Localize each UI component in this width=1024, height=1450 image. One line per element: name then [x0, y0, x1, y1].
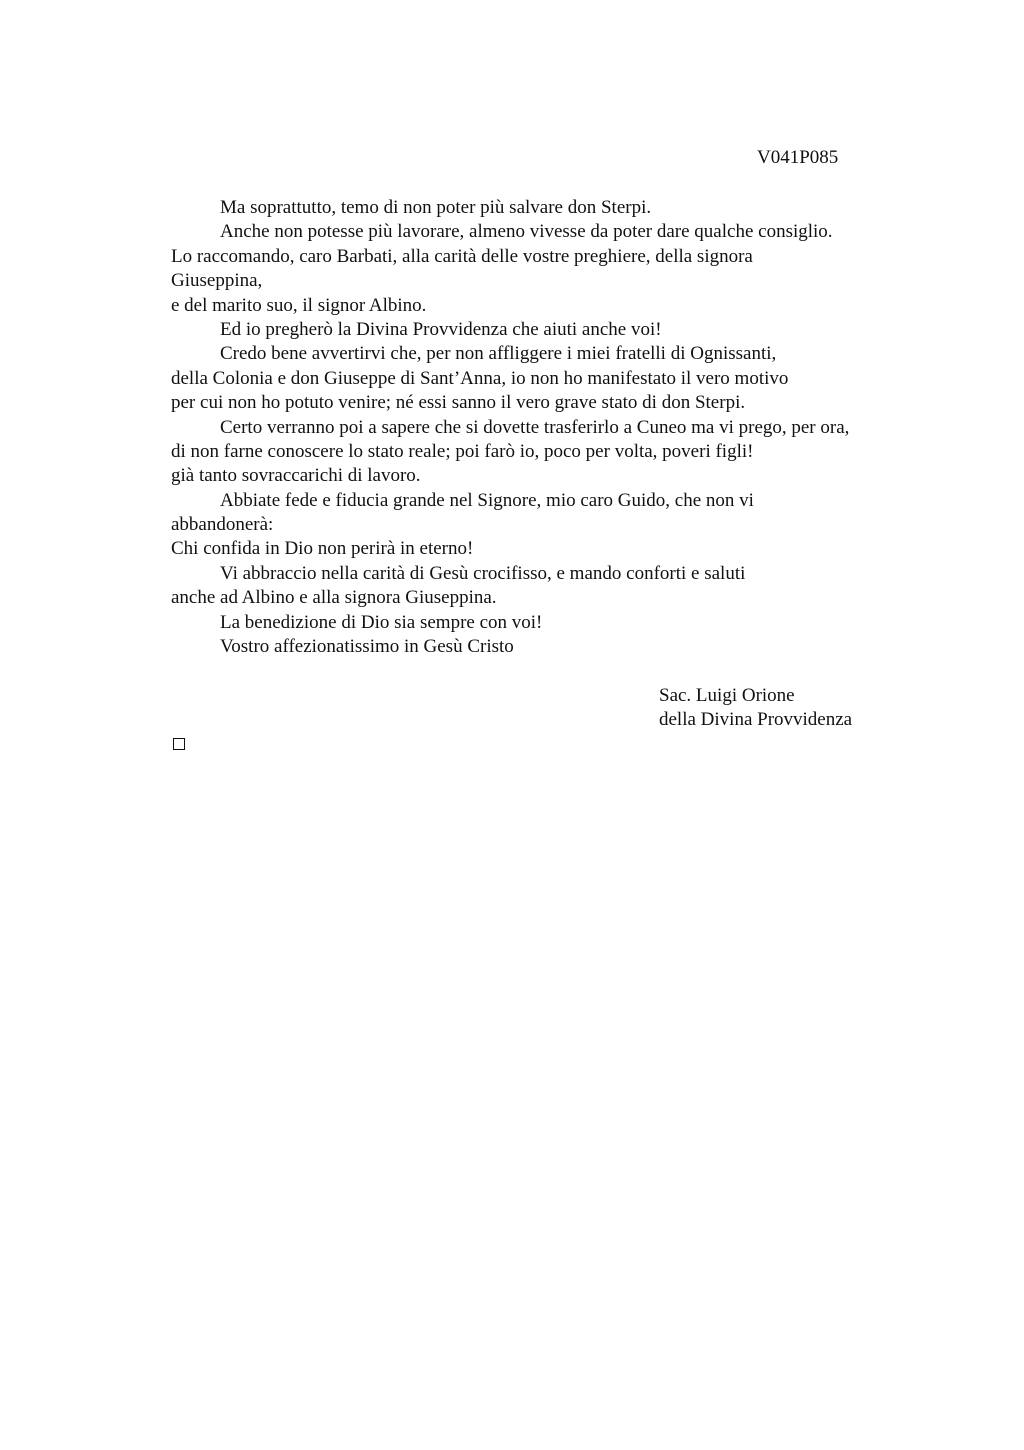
letter-line: Anche non potesse più lavorare, almeno vivesse da poter dare qualche consiglio.: [220, 221, 833, 243]
letter-line: Certo verranno poi a sapere che si dovette trasferirlo a Cuneo ma vi prego, per ora,: [220, 416, 850, 438]
signature-name: Sac. Luigi Orione: [659, 685, 795, 706]
letter-line: Ed io pregherò la Divina Provvidenza che aiuti anche voi!: [220, 318, 662, 340]
signature-title: della Divina Provvidenza: [659, 709, 853, 731]
letter-line: abbandonerà:: [171, 514, 274, 536]
letter-line: Credo bene avvertirvi che, per non affliggere i miei fratelli di Ognissanti,: [220, 343, 777, 365]
letter-line: e del marito suo, il signor Albino.: [171, 294, 427, 316]
empty-square-icon: [173, 738, 185, 750]
letter-line: Vi abbraccio nella carità di Gesù crocifisso, e mando conforti e saluti: [220, 562, 746, 584]
signature-block: [659, 684, 852, 733]
letter-line: per cui non ho potuto venire; né essi sanno il vero grave stato di don Sterpi.: [171, 392, 746, 414]
letter-line: già tanto sovraccarichi di lavoro.: [171, 465, 421, 487]
letter-line: La benedizione di Dio sia sempre con voi!: [220, 611, 543, 633]
letter-line: Ma soprattutto, temo di non poter più salvare don Sterpi.: [220, 197, 652, 218]
letter-line: della Colonia e don Giuseppe di Sant’Anna, io non ho manifestato il vero motivo: [171, 367, 789, 389]
letter-line: anche ad Albino e alla signora Giuseppina.: [171, 587, 497, 609]
letter-line: Lo raccomando, caro Barbati, alla carità delle vostre preghiere, della signora: [171, 245, 753, 267]
letter-line: Giuseppina,: [171, 270, 263, 292]
letter-line: Abbiate fede e fiducia grande nel Signore, mio caro Guido, che non vi: [220, 489, 754, 511]
page-code: V041P085: [757, 147, 839, 168]
letter-body: [171, 196, 931, 659]
letter-line: Vostro affezionatissimo in Gesù Cristo: [220, 636, 514, 658]
letter-line: di non farne conoscere lo stato reale; poi farò io, poco per volta, poveri figli!: [171, 440, 754, 462]
letter-line: Chi confida in Dio non perirà in eterno!: [171, 538, 474, 560]
